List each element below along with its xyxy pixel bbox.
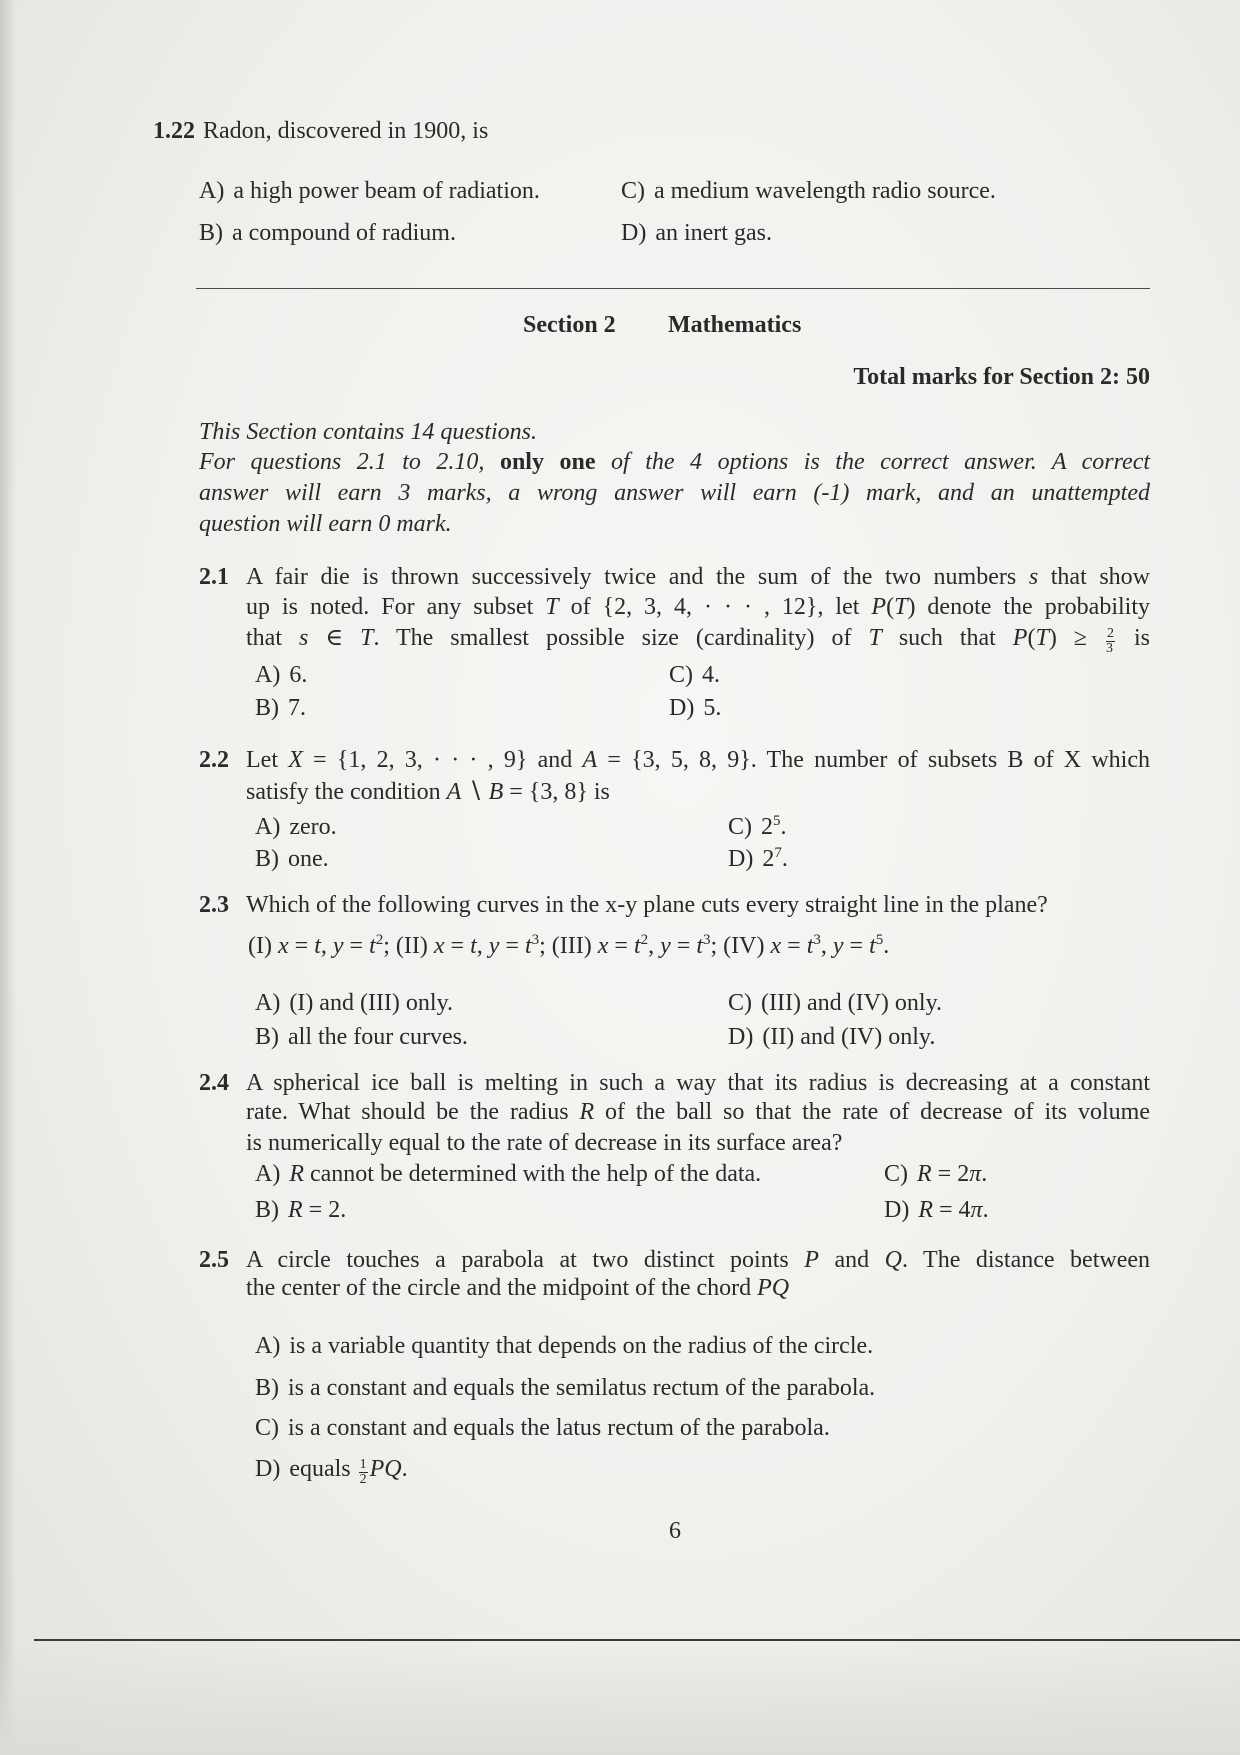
option-label: B) — [255, 846, 279, 872]
option-text — [703, 695, 721, 721]
option-label: A) — [255, 990, 281, 1016]
italic-run: of the 4 options is the correct answer. A correct — [595, 449, 1151, 475]
italic-run: R — [917, 1161, 932, 1187]
italic-run: t — [633, 933, 641, 959]
question-number: 2.2 — [199, 747, 229, 773]
text-run: is numerically equal to the rate of decrease in its surface area? — [246, 1130, 843, 1156]
text-run: . — [883, 933, 890, 959]
italic-run: π — [970, 1197, 983, 1223]
text-run: . — [781, 846, 788, 872]
option-label: B) — [255, 1375, 279, 1401]
italic-run: R — [288, 1197, 303, 1223]
scan-bottom-shade — [0, 1645, 1240, 1755]
text-run: ; (II) — [383, 933, 434, 959]
text-run: (II) and (IV) only. — [762, 1024, 936, 1050]
text-run: = — [444, 933, 471, 959]
italic-run: B — [488, 779, 504, 805]
option-text — [918, 1197, 988, 1223]
question-text-line — [246, 562, 1150, 592]
option-label: C) — [621, 178, 645, 204]
text-run: 5. — [703, 695, 722, 721]
question-text-line — [246, 745, 1150, 775]
italic-run: X — [288, 747, 303, 773]
text-run: Which of the following curves in the x-y plane cuts every straight line in the plane? — [246, 892, 1048, 918]
italic-run: Q — [884, 1247, 902, 1273]
option-text — [289, 1333, 873, 1359]
option-label: C) — [884, 1161, 908, 1187]
italic-run: t — [696, 933, 704, 959]
italic-run: question will earn 0 mark. — [199, 511, 452, 537]
question-2-2-option-c — [728, 812, 787, 842]
text-run: , — [648, 933, 661, 959]
fraction-numerator: 1 — [359, 1457, 367, 1472]
question-number: 1.22 — [153, 118, 195, 144]
option-text — [289, 1161, 761, 1187]
italic-run: PQ — [369, 1456, 402, 1482]
text-run: A fair die is thrown successively twice and the sum of the two numbers — [246, 564, 1029, 590]
text-run: 2 — [761, 814, 773, 840]
italic-run: t — [524, 933, 532, 959]
option-text — [289, 990, 453, 1016]
text-run: Radon, discovered in 1900, is — [203, 118, 489, 144]
option-label: A) — [255, 814, 281, 840]
text-run: such that — [881, 625, 1013, 651]
italic-run: x — [277, 933, 289, 959]
text-run: rate. What should be the radius — [246, 1099, 580, 1125]
text-run: = — [843, 933, 870, 959]
option-text — [232, 220, 456, 246]
italic-run: t — [470, 933, 477, 959]
option-text — [288, 846, 329, 872]
option-label: B) — [255, 1024, 279, 1050]
text-run: ∖ — [461, 779, 489, 805]
italic-run: PQ — [757, 1275, 790, 1301]
text-run: (I) — [248, 933, 278, 959]
italic-run: x — [433, 933, 445, 959]
option-text — [762, 846, 788, 872]
fraction — [359, 1458, 368, 1487]
italic-run: t — [314, 933, 321, 959]
text-run: , — [476, 933, 489, 959]
italic-run: x — [770, 933, 782, 959]
text-run: . — [982, 1197, 989, 1223]
text-run: 4. — [702, 662, 720, 688]
text-run: that — [246, 625, 299, 651]
option-text — [761, 814, 787, 840]
superscript: 3 — [813, 932, 821, 948]
option-text — [288, 1197, 346, 1223]
text-run: = {1, 2, 3, · · · , 9} and — [302, 747, 583, 773]
italic-run: s — [1028, 564, 1039, 590]
text-run: 2 — [762, 846, 775, 872]
text-run: = — [608, 933, 634, 959]
option-label: A) — [255, 1161, 281, 1187]
option-label: B) — [255, 1197, 279, 1223]
question-2-5-option-c — [255, 1413, 830, 1443]
bold-run: only one — [499, 449, 596, 475]
question-2-3-option-d — [728, 1022, 935, 1052]
section-name: Section 2 — [523, 312, 616, 338]
text-run: 6. — [289, 662, 308, 688]
question-2-1-option-d — [669, 693, 721, 723]
italic-run: t — [369, 933, 376, 959]
option-label: D) — [669, 695, 695, 721]
text-run: is a constant and equals the semilatus rectum of the parabola. — [288, 1375, 876, 1401]
question-1-22-option-a — [199, 176, 540, 206]
text-run: ; (IV) — [710, 933, 771, 959]
instruction-line — [199, 509, 1150, 539]
italic-run: answer will earn 3 marks, a wrong answer will earn (-1) mark, and an unattempted — [199, 480, 1150, 506]
question-2-5-option-d — [255, 1454, 408, 1487]
text-run: = — [343, 933, 370, 959]
text-run: A spherical ice ball is melting in such a way that its radius is decreasing at a constant — [246, 1070, 1150, 1096]
italic-run: T — [1035, 625, 1049, 651]
superscript: 3 — [531, 932, 540, 948]
italic-run: x — [597, 933, 609, 959]
text-run: ( — [1027, 625, 1036, 651]
option-text — [233, 178, 540, 204]
option-text — [762, 1024, 935, 1050]
question-1-22-stem — [153, 116, 488, 146]
text-run: one. — [288, 846, 329, 872]
italic-run: T — [545, 594, 559, 620]
italic-run: π — [969, 1161, 982, 1187]
italic-run: y — [488, 933, 500, 959]
italic-run: y — [660, 933, 671, 959]
page-bottom-rule — [34, 1639, 1240, 1641]
text-run: . The distance between — [901, 1247, 1151, 1273]
question-number: 2.3 — [199, 892, 229, 918]
option-text — [917, 1161, 987, 1187]
option-text — [761, 990, 942, 1016]
option-label: D) — [884, 1197, 910, 1223]
text-run: = 2. — [302, 1197, 347, 1223]
option-label: A) — [199, 178, 225, 204]
fraction-denominator: 2 — [359, 1472, 367, 1487]
section-divider — [196, 288, 1150, 289]
question-text-line — [246, 623, 1150, 656]
text-run: equals — [289, 1456, 357, 1482]
text-run: of {2, 3, 4, · · · , 12}, let — [558, 594, 872, 620]
text-run: a medium wavelength radio source. — [654, 178, 996, 204]
text-run: = — [288, 933, 315, 959]
option-text — [702, 662, 720, 688]
question-2-4-option-c — [884, 1159, 987, 1189]
question-2-1-option-c — [669, 660, 720, 690]
option-label: D) — [728, 846, 754, 872]
option-label: A) — [255, 1333, 281, 1359]
italic-run: This Section contains 14 questions. — [199, 419, 537, 445]
option-label: C) — [728, 814, 752, 840]
question-text-line — [246, 1245, 1150, 1275]
question-2-3-option-a — [255, 988, 453, 1018]
italic-run: A — [446, 779, 462, 805]
text-run: = — [499, 933, 525, 959]
question-2-5-option-a — [255, 1331, 873, 1361]
italic-run: y — [332, 933, 344, 959]
superscript: 5 — [773, 813, 781, 829]
option-text — [655, 220, 772, 246]
text-run: (III) and (IV) only. — [761, 990, 943, 1016]
italic-run: R — [289, 1161, 304, 1187]
text-run: cannot be determined with the help of the data. — [304, 1161, 762, 1187]
text-run: = — [781, 933, 807, 959]
question-2-4-option-a — [255, 1159, 761, 1189]
fraction-numerator: 2 — [1106, 626, 1114, 641]
text-run: , — [820, 933, 833, 959]
text-run: ) denote the probability — [907, 594, 1151, 620]
question-text-line — [248, 931, 1150, 961]
question-text — [203, 118, 488, 144]
text-run: . — [780, 814, 787, 840]
text-run: = {3, 5, 8, 9}. The number of subsets B of X which — [597, 747, 1151, 773]
question-2-3-option-c — [728, 988, 942, 1018]
question-number: 2.5 — [199, 1247, 229, 1273]
option-label: C) — [669, 662, 693, 688]
option-text — [654, 178, 996, 204]
option-label: D) — [728, 1024, 754, 1050]
superscript: 2 — [640, 932, 649, 948]
text-run: that show — [1038, 564, 1150, 590]
option-text — [289, 662, 307, 688]
option-label: B) — [199, 220, 223, 246]
text-run: satisfy the condition — [246, 779, 447, 805]
question-1-22-option-b — [199, 218, 456, 248]
question-2-1-option-b — [255, 693, 306, 723]
italic-run: T — [868, 625, 882, 651]
scan-left-edge — [0, 0, 16, 1755]
text-run: and — [818, 1247, 885, 1273]
text-run: up is noted. For any subset — [246, 594, 546, 620]
option-text — [288, 695, 306, 721]
option-label: D) — [255, 1456, 281, 1482]
question-2-4-option-b — [255, 1195, 346, 1225]
option-label: A) — [255, 662, 281, 688]
instruction-line — [199, 447, 1150, 477]
text-run: is a variable quantity that depends on the radius of the circle. — [289, 1333, 874, 1359]
option-label: D) — [621, 220, 647, 246]
text-run: of the ball so that the rate of decrease of its volume — [594, 1099, 1150, 1125]
fraction — [1106, 627, 1115, 656]
option-label: C) — [255, 1415, 279, 1441]
text-run: 7. — [288, 695, 306, 721]
question-text-line — [246, 777, 1150, 807]
question-2-2-option-b — [255, 844, 329, 874]
question-2-2-option-d — [728, 844, 788, 874]
question-2-5-option-b — [255, 1373, 875, 1403]
question-text-line — [246, 592, 1150, 622]
option-text — [289, 814, 336, 840]
section-subject: Mathematics — [668, 312, 802, 338]
superscript: 7 — [774, 845, 782, 861]
text-run: = 2 — [931, 1161, 970, 1187]
text-run: is — [1116, 625, 1150, 651]
option-text — [288, 1375, 875, 1401]
text-run: Let — [246, 747, 289, 773]
text-run: = — [670, 933, 697, 959]
question-1-22-option-d — [621, 218, 772, 248]
superscript: 2 — [375, 932, 384, 948]
question-text-line — [246, 890, 1150, 920]
question-2-2-option-a — [255, 812, 337, 842]
option-text — [288, 1024, 468, 1050]
italic-run: T — [894, 594, 908, 620]
text-run: an inert gas. — [655, 220, 772, 246]
text-run: a compound of radium. — [232, 220, 456, 246]
text-run: , — [320, 933, 333, 959]
option-label: B) — [255, 695, 279, 721]
italic-run: For questions 2.1 to 2.10, — [199, 449, 500, 475]
fraction-denominator: 3 — [1105, 641, 1113, 656]
question-text-line — [246, 1097, 1150, 1127]
text-run: . — [401, 1456, 408, 1482]
italic-run: A — [582, 747, 598, 773]
question-2-3-option-b — [255, 1022, 468, 1052]
italic-run: R — [918, 1197, 933, 1223]
option-label: C) — [728, 990, 752, 1016]
italic-run: y — [832, 933, 844, 959]
superscript: 3 — [703, 932, 711, 948]
text-run: (I) and (III) only. — [289, 990, 454, 1016]
question-number: 2.1 — [199, 564, 229, 590]
italic-run: s — [298, 625, 309, 651]
page-number: 6 — [669, 1518, 681, 1544]
section-total-marks: Total marks for Section 2: 50 — [853, 364, 1150, 390]
italic-run: P — [804, 1247, 819, 1273]
text-run: = 4 — [933, 1197, 971, 1223]
text-run: ; (III) — [539, 933, 598, 959]
text-run: is a constant and equals the latus rectum of the parabola. — [288, 1415, 830, 1441]
option-text — [288, 1415, 830, 1441]
italic-run: P — [1012, 625, 1028, 651]
italic-run: t — [806, 933, 814, 959]
question-2-1-option-a — [255, 660, 307, 690]
text-run: the center of the circle and the midpoint of the chord — [246, 1275, 758, 1301]
italic-run: t — [869, 933, 876, 959]
question-number: 2.4 — [199, 1070, 229, 1096]
italic-run: R — [579, 1099, 595, 1125]
question-text-line — [246, 1068, 1150, 1098]
instruction-line — [199, 478, 1150, 508]
superscript: 5 — [875, 932, 884, 948]
question-text-line — [246, 1128, 1150, 1158]
question-1-22-option-c — [621, 176, 996, 206]
text-run: A circle touches a parabola at two distinct points — [246, 1247, 805, 1273]
text-run: ) ≥ — [1048, 625, 1104, 651]
question-2-4-option-d — [884, 1195, 989, 1225]
italic-run: T — [360, 625, 374, 651]
text-run: . The smallest possible size (cardinality) of — [373, 625, 869, 651]
text-run: = {3, 8} is — [503, 779, 610, 805]
option-text — [289, 1456, 408, 1487]
text-run: ( — [886, 594, 895, 620]
text-run: . — [981, 1161, 988, 1187]
text-run: a high power beam of radiation. — [233, 178, 540, 204]
text-run: all the four curves. — [288, 1024, 468, 1050]
text-run: ∈ — [308, 625, 361, 651]
italic-run: P — [871, 594, 887, 620]
instruction-line — [199, 417, 1150, 447]
question-text-line — [246, 1273, 1150, 1303]
text-run: zero. — [289, 814, 337, 840]
